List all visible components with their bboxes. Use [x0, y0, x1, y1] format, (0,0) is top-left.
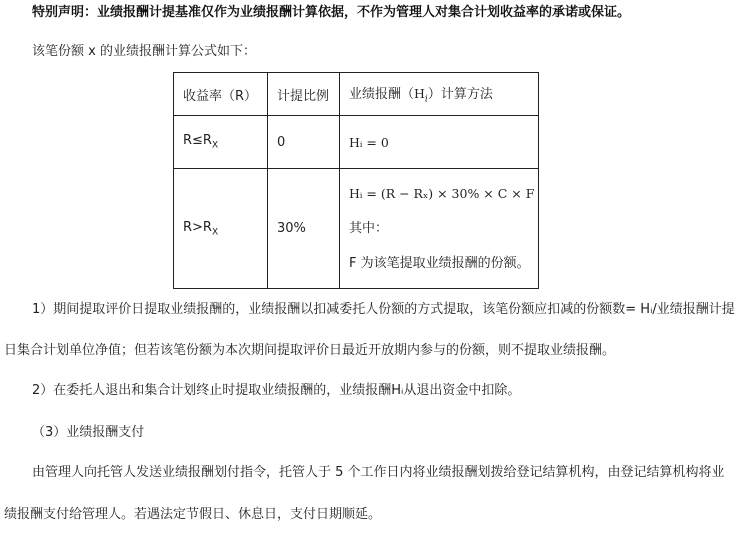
header-method [340, 73, 539, 116]
row2-method-note: F 为该笔提取业绩报酬的份额。 [349, 255, 530, 271]
performance-fee-table [173, 72, 539, 289]
row2-method-formula: Hᵢ = (R − Rₓ) × 30% × C × F [349, 185, 535, 201]
row2-ratio: 30% [268, 169, 340, 289]
header-return-rate: 收益率（R） [174, 73, 268, 116]
paragraph-3-line-1: 由管理人向托管人发送业绩报酬划付指令，托管人于 5 个工作日内将业绩报酬划拨给登记结算机构，由登记结算机构将业 [32, 465, 725, 480]
header-method-suffix: ）计算方法 [427, 87, 493, 103]
paragraph-2: 2）在委托人退出和集合计划终止时提取业绩报酬的，业绩报酬Hᵢ从退出资金中扣除。 [32, 383, 521, 398]
row1-ratio: 0 [268, 116, 340, 169]
row1-method: Hᵢ = 0 [340, 116, 539, 169]
paragraph-1-line-2: 日集合计划单位净值；但若该笔份额为本次期间提取评价日最近开放期内参与的份额，则不提取业绩报酬。 [4, 343, 616, 358]
table-header-row [174, 73, 539, 116]
row2-method [340, 169, 539, 289]
row1-condition: $R\le R_X$ [174, 116, 268, 169]
paragraph-1-line-1: 1）期间提取评价日提取业绩报酬的，业绩报酬以扣减委托人份额的方式提取，该笔份额应扣减的份额数= Hᵢ/业绩报酬计提 [32, 302, 735, 317]
header-method-var: $H_i$ [414, 86, 428, 105]
special-notice: 特别声明：业绩报酬计提基准仅作为业绩报酬计算依据，不作为管理人对集合计划收益率的承诺或保证。 [32, 5, 631, 20]
header-method-prefix: 业绩报酬（ [349, 87, 415, 103]
row2-method-where: 其中： [349, 220, 389, 236]
header-ratio: 计提比例 [268, 73, 340, 116]
table-row [174, 116, 539, 169]
formula-intro: 该笔份额 x 的业绩报酬计算公式如下： [32, 44, 256, 59]
table-row [174, 169, 539, 289]
paragraph-3-line-2: 绩报酬支付给管理人。若遇法定节假日、休息日，支付日期顺延。 [4, 507, 382, 522]
section-title: （3）业绩报酬支付 [32, 425, 145, 440]
row2-condition: $R>R_X$ [174, 169, 268, 289]
